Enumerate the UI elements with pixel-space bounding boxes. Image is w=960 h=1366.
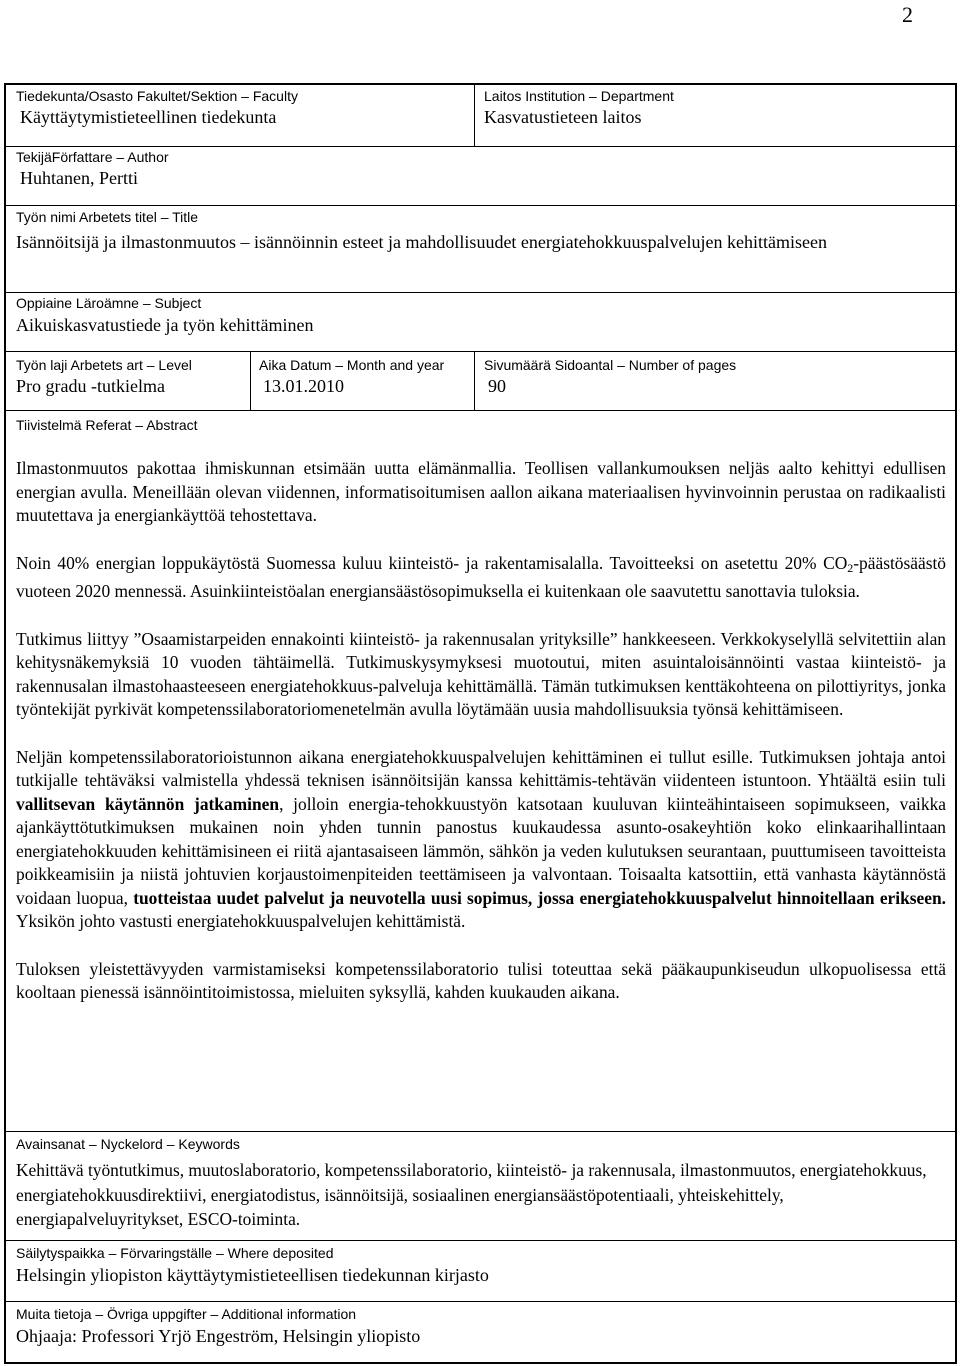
divider <box>6 146 955 147</box>
faculty-value: Käyttäytymistieteellinen tiedekunta <box>20 107 277 127</box>
department-label: Laitos Institution – Department <box>484 88 674 104</box>
deposited-value: Helsingin yliopiston käyttäytymistieteellisen tiedekunnan kirjasto <box>16 1265 489 1285</box>
abstract-text: , jolloin energia-tehokkuustyön katsotaan kuuluvan kiinteähintaiseen sopimukseen, vaikka ajankäyttötutkimuksen mukainen noin yhden tunnin panostus kuukaudessa asunto-osakeyhtiön koko elinkaarihallintaan energiatehokkuuden kehittämisineen ei riitä ajantasaiseen lämmön, sähkön ja veden kulutuksen seurantaan, puuttumiseen tavoitteista poikkeamisiin ja niistä johtuvien korjaustoimenpiteiden teettämiseen ja valvontaan. Toisaalta katsottiin, että vanhasta käytännöstä voidaan luopua, <box>16 793 946 908</box>
abstract-form <box>4 83 957 1364</box>
level-label: Työn laji Arbetets art – Level <box>16 357 192 373</box>
abstract-text: Neljän kompetenssilaboratorioistunnon aikana energiatehokkuuspalvelujen kehittäminen ei tullut esille. Tutkimuksen johtaja antoi tutkijalle tehtäväksi valmistella yhdessä teknisen isännöitsijän kanssa kehittämis-tehtävän viidenteen istuntoon. Yhtäältä esiin tuli <box>16 746 946 790</box>
abstract-text: Yksikön johto vastusti energiatehokkuuspalvelujen kehittämistä. <box>16 911 466 931</box>
abstract-text: Noin 40% energian loppukäytöstä Suomessa kuluu kiinteistö- ja rakentamisalalla. Tavoitteeksi on asetettu 20% CO <box>16 552 848 573</box>
abstract-bold-text: vallitsevan käytännön jatkaminen <box>16 793 280 814</box>
keywords-label: Avainsanat – Nyckelord – Keywords <box>16 1136 240 1152</box>
divider <box>6 410 955 411</box>
divider <box>6 205 955 206</box>
subject-label: Oppiaine Läroämne – Subject <box>16 295 202 311</box>
subject-value: Aikuiskasvatustiede ja työn kehittäminen <box>16 315 314 335</box>
divider <box>250 351 251 410</box>
date-label: Aika Datum – Month and year <box>259 357 445 373</box>
divider <box>6 1131 955 1132</box>
abstract-label: Tiivistelmä Referat – Abstract <box>16 417 198 433</box>
pages-value: 90 <box>488 376 506 396</box>
deposited-label: Säilytyspaikka – Förvaringställe – Where deposited <box>16 1245 334 1261</box>
abstract-bold-text: tuotteistaa uudet palvelut ja neuvotella uusi sopimus, jossa energiatehokkuuspalvelut hinnoitellaan erikseen. <box>133 887 946 908</box>
author-value: Huhtanen, Pertti <box>20 168 138 188</box>
abstract-body <box>16 457 946 1029</box>
abstract-paragraph <box>16 746 946 934</box>
abstract-paragraph <box>16 552 946 604</box>
divider <box>6 1301 955 1302</box>
divider <box>6 292 955 293</box>
abstract-paragraph: Tuloksen yleistettävyyden varmistamiseksi kompetenssilaboratorio tulisi toteuttaa sekä pääkaupunkiseudun ulkopuolisessa että kooltaan pienessä isännöintitoimistossa, mieluiten syksyllä, kahden kuukauden aikana. <box>16 958 946 1002</box>
divider <box>6 351 955 352</box>
level-value: Pro gradu -tutkielma <box>16 376 165 396</box>
date-value: 13.01.2010 <box>263 376 344 396</box>
abstract-subscript: 2 <box>847 560 854 575</box>
pages-label: Sivumäärä Sidoantal – Number of pages <box>484 357 737 373</box>
additional-value: Ohjaaja: Professori Yrjö Engeström, Helsingin yliopisto <box>16 1326 421 1346</box>
department-value: Kasvatustieteen laitos <box>484 107 642 127</box>
abstract-text: -päästösäästö vuoteen 2020 mennessä. Asuinkiinteistöalan energiansäästösopimuksella ei kuitenkaan ole saavutettu sanottavia tuloksia. <box>16 552 946 601</box>
page-number: 2 <box>902 2 913 27</box>
thesis-title: Isännöitsijä ja ilmastonmuutos – isännöinnin esteet ja mahdollisuudet energiatehokkuuspalvelujen kehittämiseen <box>16 232 828 252</box>
divider <box>474 85 475 146</box>
abstract-paragraph: Tutkimus liittyy ”Osaamistarpeiden ennakointi kiinteistö- ja rakennusalan yrityksille” hankkeeseen. Verkkokyselyllä selvitettiin alan kehitysnäkemyksiä 10 vuoden tähtäimellä. Tutkimuskysymyksesi muotoutui, miten asuintaloisännöinti vastaa kiinteistö- ja rakennusalan ilmastohaasteeseen energiatehokkuus-palveluja kehittämällä. Tämän tutkimuksen kenttäkohteena on pilottiyritys, jonka työntekijät pyrkivät kompetenssilaboratoriomenetelmän avulla löytämään uusia mahdollisuuksia työnsä kehittämiseen. <box>16 628 946 719</box>
title-label: Työn nimi Arbetets titel – Title <box>16 209 199 225</box>
divider <box>6 1240 955 1241</box>
keywords-value: Kehittävä työntutkimus, muutoslaboratorio, kompetenssilaboratorio, kiinteistö- ja rakennusala, ilmastonmuutos, energiatehokkuus, energiatehokkuusdirektiivi, energiatodistus, isännöitsijä, sosiaalinen energiansäästöpotentiaali, yhteiskehittely, energiapalveluyritykset, ESCO-toiminta. <box>16 1160 927 1229</box>
author-label: TekijäFörfattare – Author <box>16 149 169 165</box>
divider <box>474 351 475 410</box>
abstract-paragraph: Ilmastonmuutos pakottaa ihmiskunnan etsimään uutta elämänmallia. Teollisen vallankumouksen neljäs aalto kehittyi edullisen energian avulla. Meneillään olevan viidennen, informatisoitumisen aallon aikana materiaalisen hyvinvoinnin perustaa on radikaalisti muutettava ja energiankäyttöä tehostettava. <box>16 458 946 525</box>
faculty-label: Tiedekunta/Osasto Fakultet/Sektion – Faculty <box>16 88 298 104</box>
additional-label: Muita tietoja – Övriga uppgifter – Additional information <box>16 1306 357 1322</box>
